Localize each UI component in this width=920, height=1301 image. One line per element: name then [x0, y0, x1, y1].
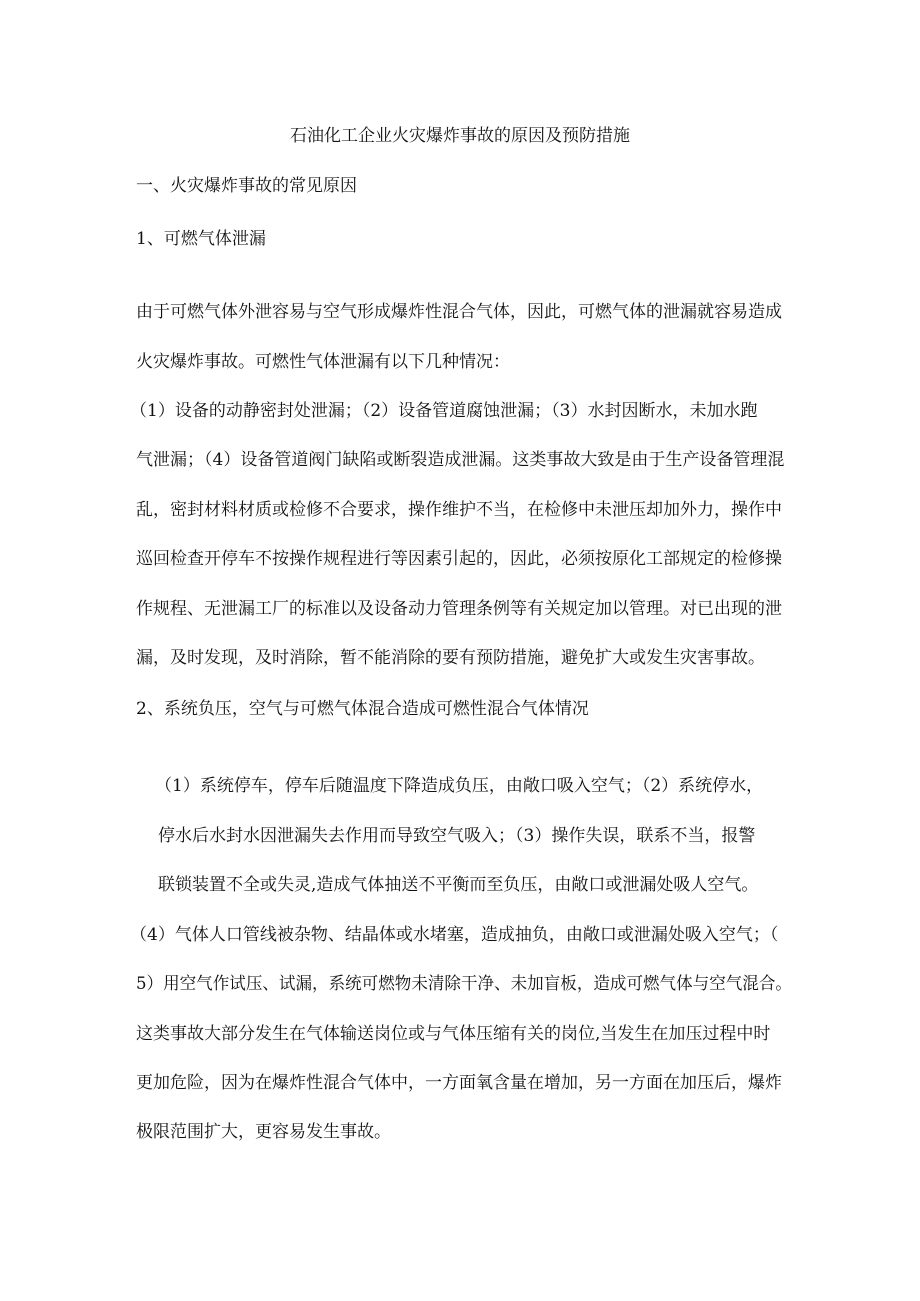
subsection-heading-negative-pressure: 2、系统负压，空气与可燃气体混合造成可燃性混合气体情况 — [136, 699, 589, 719]
paragraph-line: 作规程、无泄漏工厂的标准以及设备动力管理条例等有关规定加以管理。对已出现的泄 — [136, 599, 782, 619]
paragraph-line: 乱，密封材料材质或检修不合要求，操作维护不当，在检修中未泄压却加外力，操作中 — [136, 500, 782, 520]
section-heading-common-causes: 一、火灾爆炸事故的常见原因 — [136, 176, 357, 196]
paragraph-line: 由于可燃气体外泄容易与空气形成爆炸性混合气体，因此，可燃气体的泄漏就容易造成 — [136, 302, 782, 322]
paragraph-line: 联锁装置不全或失灵,造成气体抽送不平衡而至负压，由敞口或泄漏处吸人空气。 — [158, 875, 759, 895]
paragraph-line: 更加危险，因为在爆炸性混合气体中，一方面氧含量在增加，另一方面在加压后，爆炸 — [136, 1073, 782, 1093]
paragraph-line: （1）设备的动静密封处泄漏；（2）设备管道腐蚀泄漏；（3）水封因断水，未加水跑 — [130, 401, 758, 421]
paragraph-line: （4）气体人口管线被杂物、结晶体或水堵塞，造成抽负，由敞口或泄漏处吸入空气；（ — [130, 925, 779, 945]
paragraph-line: 5）用空气作试压、试漏，系统可燃物未清除干净、未加盲板，造成可燃气体与空气混合。 — [136, 974, 792, 994]
paragraph-line: 极限范围扩大，更容易发生事故。 — [136, 1122, 391, 1142]
paragraph-line: 这类事故大部分发生在气体输送岗位或与气体压缩有关的岗位,当发生在加压过程中时 — [136, 1024, 771, 1044]
paragraph-line: 巡回检查开停车不按操作规程进行等因素引起的，因此，必须按原化工部规定的检修操 — [136, 549, 782, 569]
paragraph-line: 停水后水封水因泄漏失去作用而导致空气吸入；（3）操作失误，联系不当，报警 — [158, 826, 756, 846]
document-title: 石油化工企业火灾爆炸事故的原因及预防措施 — [290, 126, 630, 146]
paragraph-line: 火灾爆炸事故。可燃性气体泄漏有以下几种情况： — [136, 352, 510, 372]
subsection-heading-gas-leak: 1、可燃气体泄漏 — [136, 229, 266, 249]
paragraph-line: （1）系统停车，停车后随温度下降造成负压，由敞口吸入空气；（2）系统停水， — [155, 776, 764, 796]
paragraph-line: 气泄漏；（4）设备管道阀门缺陷或断裂造成泄漏。这类事故大致是由于生产设备管理混 — [136, 450, 785, 470]
paragraph-line: 漏，及时发现，及时消除，暂不能消除的要有预防措施，避免扩大或发生灾害事故。 — [136, 648, 765, 668]
